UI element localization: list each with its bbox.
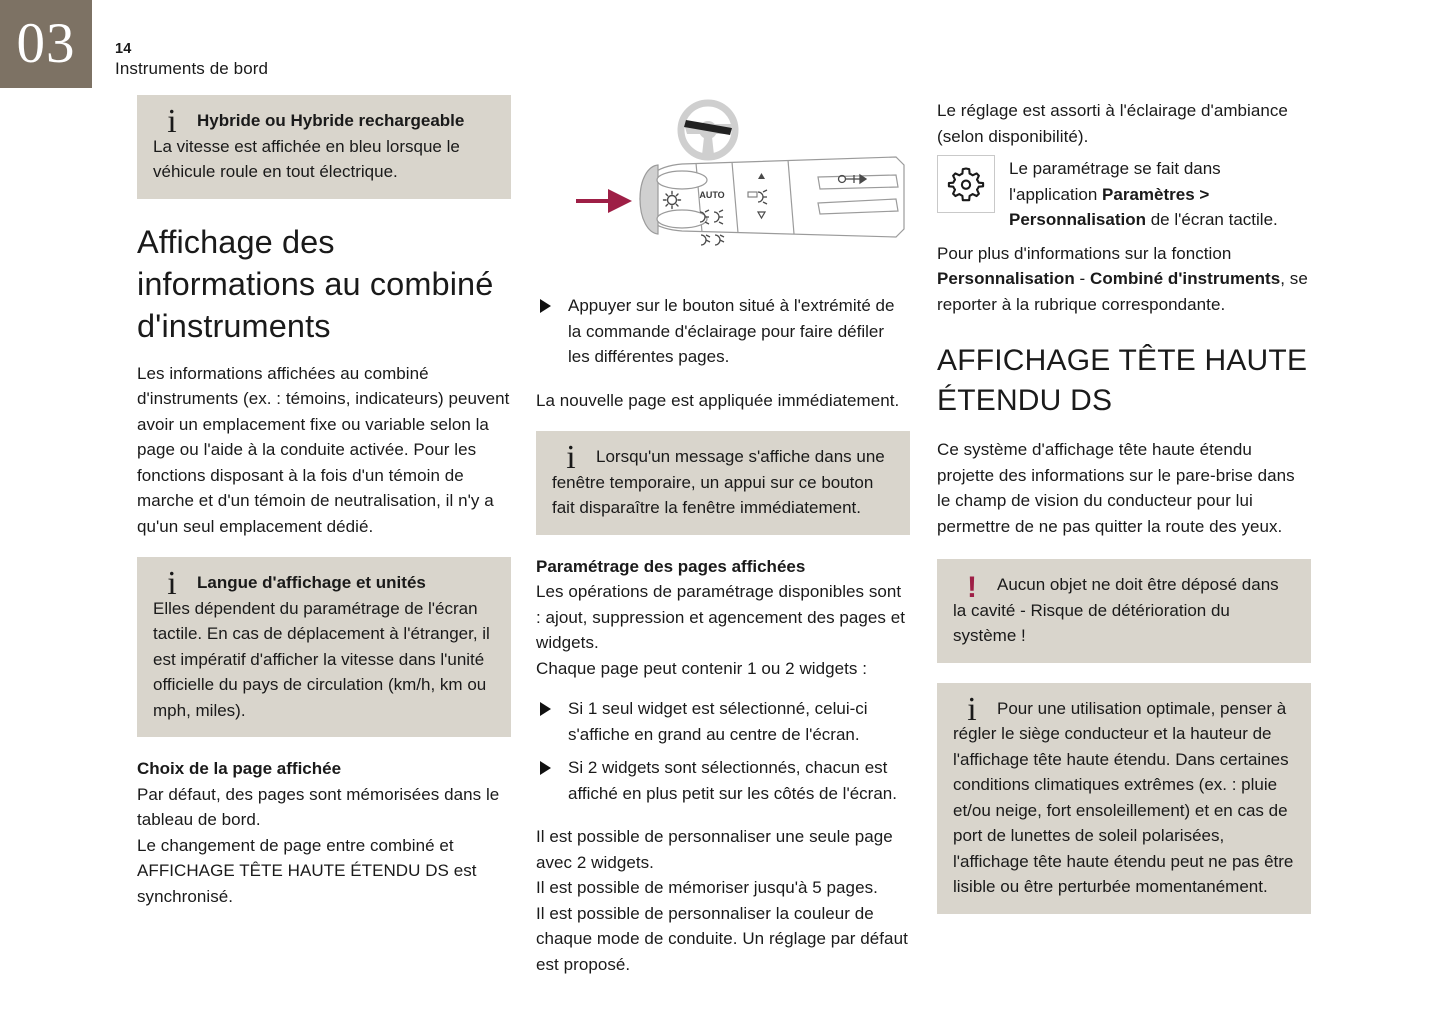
gear-icon-box bbox=[937, 155, 995, 213]
callout-langue-title: Langue d'affichage et unités bbox=[197, 573, 426, 592]
steering-wheel-icon bbox=[681, 103, 735, 157]
bullet-appuyer-text: Appuyer sur le bouton situé à l'extrémité de la commande d'éclairage pour faire défiler les différentes pages. bbox=[568, 296, 895, 366]
bullet-widget-2-text: Si 2 widgets sont sélectionnés, chacun est affiché en plus petit sur les côtés de l'écran. bbox=[568, 758, 897, 803]
paragraph-possible-1: Il est possible de personnaliser une seule page avec 2 widgets. bbox=[536, 827, 893, 872]
section-title-hud: AFFICHAGE TÊTE HAUTE ÉTENDU DS bbox=[937, 344, 1308, 417]
info-icon: i bbox=[167, 565, 177, 602]
callout-langue-content bbox=[153, 570, 495, 723]
plus-infos-part-3: , se reporter à la rubrique correspondante. bbox=[937, 269, 1308, 314]
bullet-appuyer bbox=[536, 293, 910, 370]
warning-icon: ! bbox=[967, 571, 977, 604]
triangle-bullet-icon bbox=[540, 299, 551, 313]
paragraph-informations: Les informations affichées au combiné d'instruments (ex. : témoins, indicateurs) peuvent avoir un emplacement fixe ou variable selon la page ou l'aide à la conduite activée. Pour les fonctions disposant à la fois d'un témoin de marche et d'un témoin de neutralisation, il n'y a qu'un seul emplacement dédié. bbox=[137, 363, 510, 536]
paragraph-nouvelle-page: La nouvelle page est appliquée immédiatement. bbox=[536, 390, 900, 410]
paragraph-plus-infos bbox=[937, 241, 1311, 318]
gear-instruction-block bbox=[937, 155, 1311, 233]
paragraph-chaque-page: Chaque page peut contenir 1 ou 2 widgets : bbox=[536, 658, 868, 678]
plus-infos-bold-1: Personnalisation bbox=[937, 269, 1075, 288]
red-pointer-arrow bbox=[576, 189, 632, 213]
callout-info-text: Pour une utilisation optimale, penser à régler le siège conducteur et la hauteur de l'affichage tête haute étendu. Dans certaines conditions climatiques extrêmes (ex. : pluie et/ou neige, fort ensoleillement) et en cas de port de lunettes de soleil polarisées, l'affichage tête haute étendu peut ne pas être lisible ou être perturbée momentanément. bbox=[953, 698, 1294, 896]
svg-text:AUTO: AUTO bbox=[699, 190, 725, 200]
gear-text-part-1: Le paramétrage se fait dans l'application bbox=[1009, 159, 1221, 204]
plus-infos-part-2: - bbox=[1074, 269, 1091, 288]
info-icon: i bbox=[167, 103, 177, 140]
callout-hybride-title: Hybride ou Hybride rechargeable bbox=[197, 111, 465, 130]
page-number: 14 bbox=[115, 41, 132, 57]
triangle-bullet-icon bbox=[540, 702, 551, 716]
page-section-title: Instruments de bord bbox=[115, 59, 269, 78]
chapter-number-badge: 03 bbox=[0, 0, 92, 88]
callout-warning-cavite bbox=[937, 559, 1311, 663]
callout-message-temporaire bbox=[536, 431, 910, 535]
paragraph-changement-page: Le changement de page entre combiné et AFFICHAGE TÊTE HAUTE ÉTENDU DS est synchronisé. bbox=[137, 835, 477, 906]
plus-infos-part-1: Pour plus d'informations sur la fonction bbox=[937, 243, 1232, 263]
subheading-parametrage: Paramétrage des pages affichées bbox=[536, 556, 806, 576]
paragraph-par-defaut: Par défaut, des pages sont mémorisées dans le tableau de bord. bbox=[137, 784, 500, 829]
callout-hybride bbox=[137, 95, 511, 199]
triangle-bullet-icon bbox=[540, 761, 551, 775]
column-middle bbox=[536, 95, 910, 977]
column-left bbox=[137, 95, 511, 909]
paragraph-possible-3: Il est possible de personnaliser la couleur de chaque mode de conduite. Un réglage par défaut est proposé. bbox=[536, 903, 908, 974]
light-control-stalk bbox=[640, 157, 904, 237]
callout-warning-text: Aucun objet ne doit être déposé dans la cavité - Risque de détérioration du système ! bbox=[953, 575, 1279, 645]
callout-hybride-content bbox=[153, 108, 495, 185]
gear-text-part-2: de l'écran tactile. bbox=[1145, 210, 1278, 229]
gear-instruction-text bbox=[1009, 155, 1311, 233]
bullet-widget-1 bbox=[536, 696, 910, 747]
callout-info-utilisation bbox=[937, 683, 1311, 914]
info-icon: i bbox=[566, 439, 576, 476]
gear-icon bbox=[946, 164, 986, 204]
info-icon: i bbox=[967, 690, 977, 728]
lighting-stalk-illustration bbox=[536, 95, 910, 285]
callout-hybride-text: La vitesse est affichée en bleu lorsque le véhicule roule en tout électrique. bbox=[153, 136, 460, 181]
plus-infos-bold-2: Combiné d'instruments bbox=[1090, 269, 1281, 288]
paragraph-operations: Les opérations de paramétrage disponibles sont : ajout, suppression et agencement des pages et widgets. bbox=[536, 582, 906, 652]
paragraph-possible-2: Il est possible de mémoriser jusqu'à 5 pages. bbox=[536, 878, 878, 897]
bullet-widget-1-text: Si 1 seul widget est sélectionné, celui-ci s'affiche en grand au centre de l'écran. bbox=[568, 699, 868, 744]
page-header bbox=[115, 40, 535, 80]
callout-langue bbox=[137, 557, 511, 737]
page-title: Affichage des informations au combiné d'instruments bbox=[137, 223, 494, 344]
gear-text-bold: Paramètres > Personnalisation bbox=[1009, 184, 1210, 229]
callout-langue-text: Elles dépendent du paramétrage de l'écran tactile. En cas de déplacement à l'étranger, il est impératif d'afficher la vitesse dans l'unité officielle du pays de circulation (km/h, km ou mph, miles). bbox=[153, 598, 490, 720]
paragraph-reglage: Le réglage est assorti à l'éclairage d'ambiance (selon disponibilité). bbox=[937, 101, 1288, 146]
paragraph-systeme-hud: Ce système d'affichage tête haute étendu projette des informations sur le pare-brise dans le champ de vision du conducteur pour lui permettre de ne pas quitter la route des yeux. bbox=[937, 440, 1295, 536]
callout-message-text: Lorsqu'un message s'affiche dans une fenêtre temporaire, un appui sur ce bouton fait disparaître la fenêtre immédiatement. bbox=[552, 447, 885, 517]
column-right bbox=[937, 95, 1311, 914]
bullet-widget-2 bbox=[536, 755, 910, 806]
subheading-choix-page: Choix de la page affichée bbox=[137, 759, 342, 778]
